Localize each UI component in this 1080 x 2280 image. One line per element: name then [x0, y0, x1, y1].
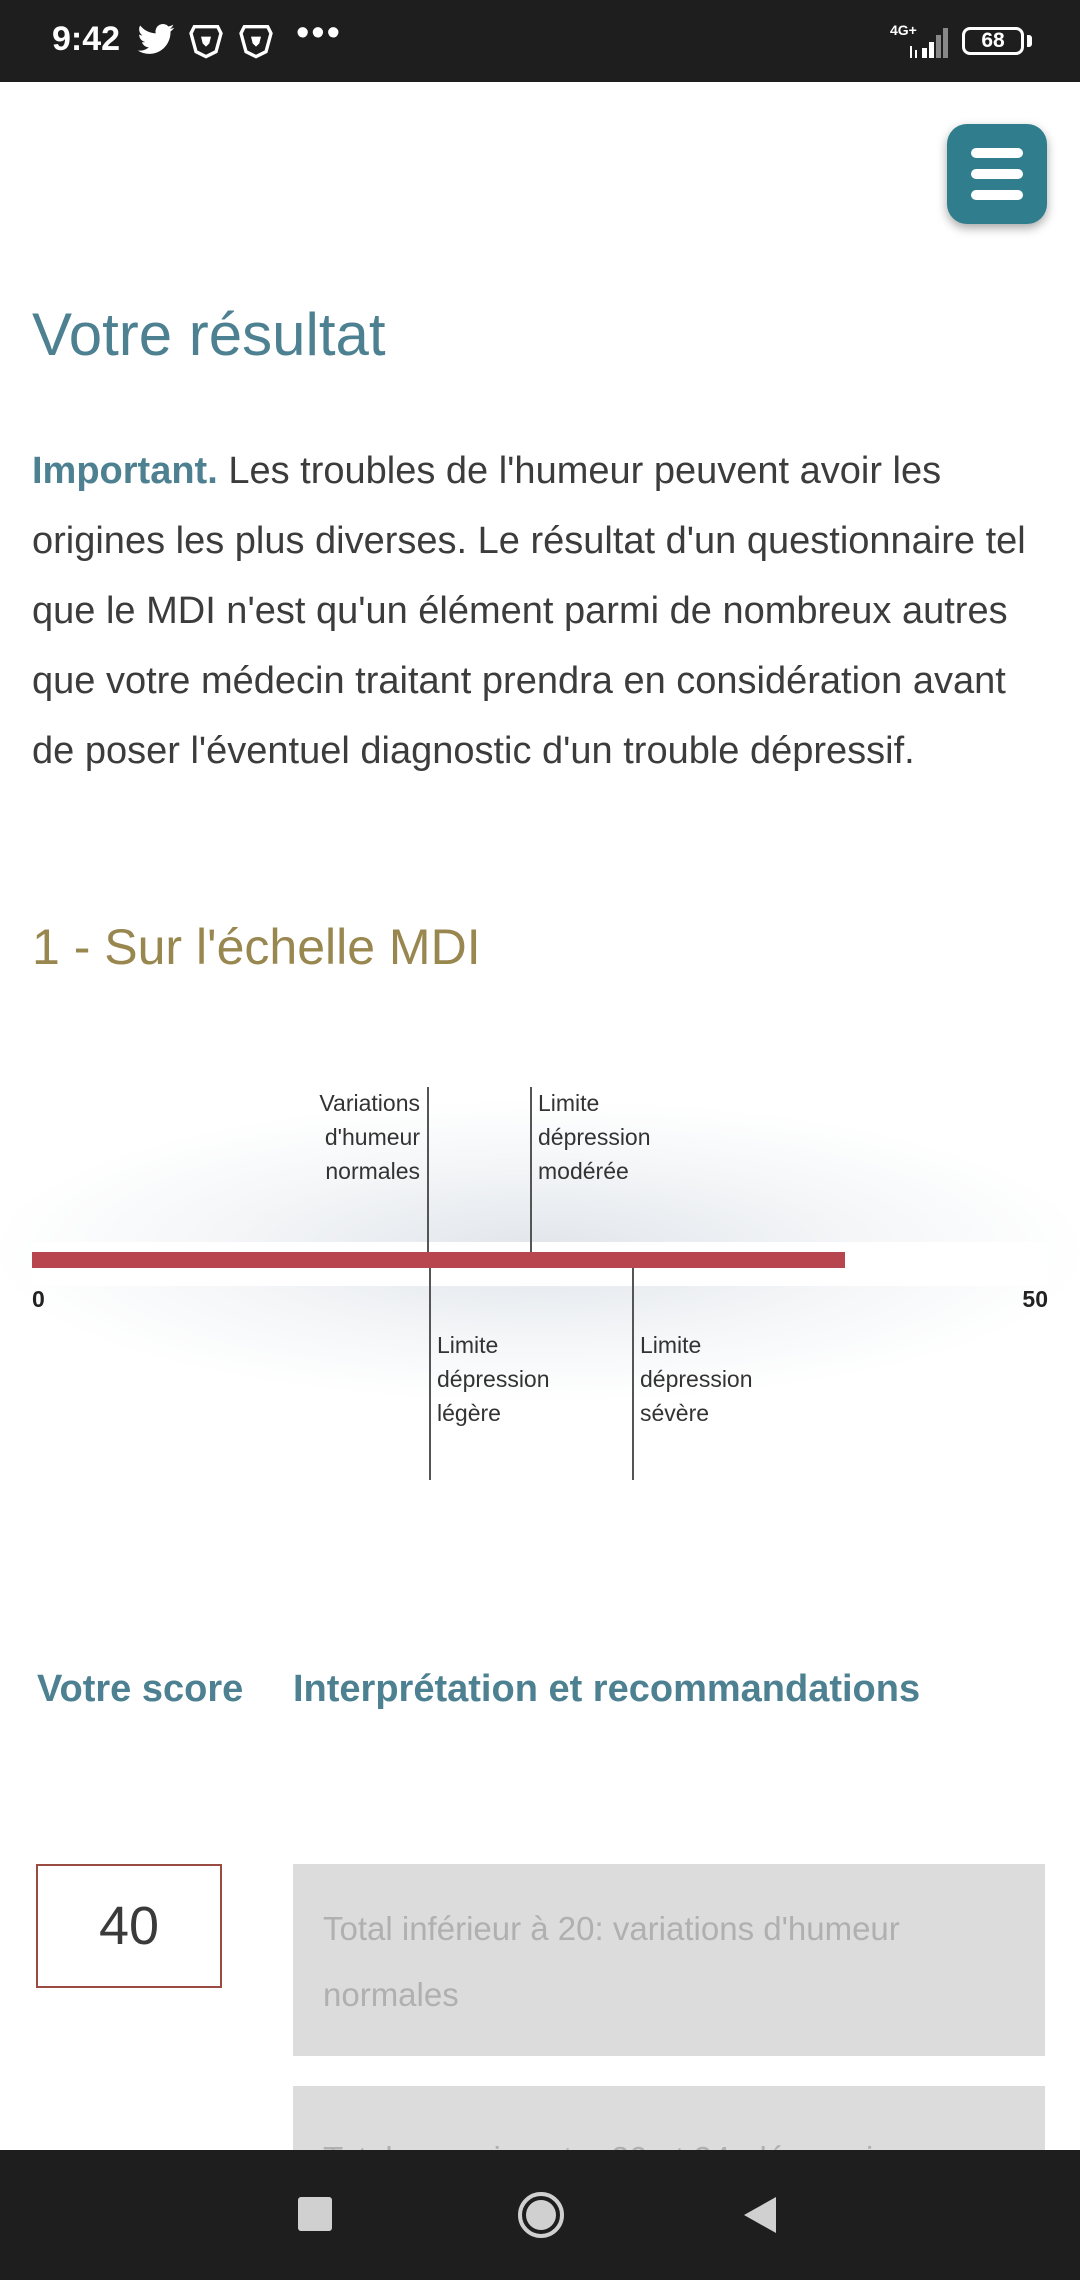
hamburger-menu-icon	[971, 169, 1023, 179]
interpretation-card	[293, 2086, 1045, 2158]
back-icon[interactable]	[742, 2195, 778, 2235]
marker-label-mild: Limite dépression légère	[437, 1332, 550, 1426]
interpretation-card: Total inférieur à 20: variations d'humeur normales	[293, 1864, 1045, 2056]
status-time: 9:42	[52, 20, 121, 58]
menu-button[interactable]	[947, 124, 1047, 224]
battery-indicator	[962, 27, 1024, 55]
scale-max: 50	[1022, 1286, 1048, 1312]
hamburger-menu-icon	[971, 148, 1023, 158]
mdi-scale	[0, 1040, 1080, 1480]
network-type: 4G+	[890, 22, 917, 38]
marker-line-normal	[427, 1087, 429, 1252]
home-icon[interactable]	[517, 2191, 565, 2239]
battery-tip	[1027, 35, 1032, 47]
navigation-bar	[0, 2150, 1080, 2280]
score-value: 40	[36, 1864, 222, 1988]
battery-level: 68	[981, 29, 1005, 52]
interpretation-header: Interprétation et recommandations	[293, 1668, 921, 1710]
section-title: 1 - Sur l'échelle MDI	[32, 919, 481, 975]
intro-lead: Important.	[32, 450, 218, 492]
intro-paragraph	[32, 436, 1052, 786]
marker-line-severe	[632, 1268, 634, 1480]
brave-icon	[186, 20, 226, 60]
status-bar	[0, 0, 1080, 82]
marker-line-moderate	[530, 1087, 532, 1252]
scale-min: 0	[32, 1286, 45, 1312]
more-icon: •••	[296, 12, 342, 54]
marker-line-mild	[429, 1268, 431, 1480]
page-title: Votre résultat	[32, 301, 386, 368]
marker-label-severe: Limite dépression sévère	[640, 1332, 753, 1426]
hamburger-menu-icon	[971, 190, 1023, 200]
intro-text: Les troubles de l'humeur peuvent avoir les origines les plus diverses. Le résultat d'un questionnaire tel que le MDI n'est qu'un élément parmi de nombreux autres que votre médecin traitant prendra en considération avant de poser l'éventuel diagnostic d'un trouble dépressif.	[32, 450, 1026, 772]
twitter-icon	[136, 20, 176, 60]
marker-label-normal: Variations d'humeur normales	[319, 1090, 420, 1184]
score-bar	[32, 1252, 845, 1268]
marker-label-moderate: Limite dépression modérée	[538, 1090, 651, 1184]
recent-apps-icon[interactable]	[298, 2197, 332, 2231]
signal-icon	[908, 28, 950, 58]
brave-icon	[236, 20, 276, 60]
score-header: Votre score	[37, 1668, 244, 1710]
